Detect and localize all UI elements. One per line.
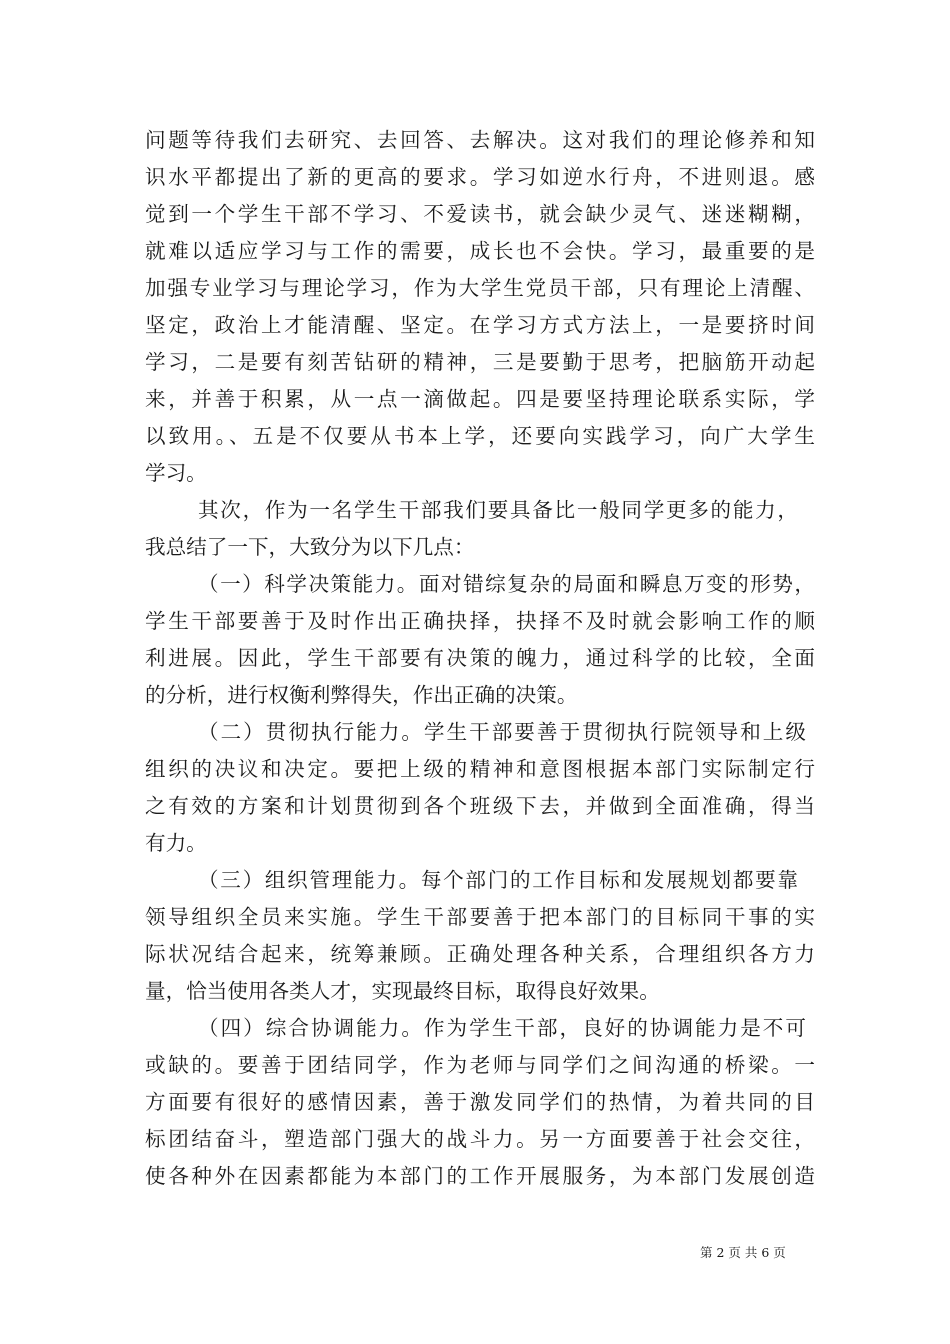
text-line: 觉到一个学生干部不学习、不爱读书，就会缺少灵气、迷迷糊糊， xyxy=(145,202,815,226)
text-line: 来，并善于积累，从一点一滴做起。四是要坚持理论联系实际，学 xyxy=(145,387,815,411)
paragraph-first-line: 其次，作为一名学生干部我们要具备比一般同学更多的能力， xyxy=(198,498,798,522)
text-line: 方面要有很好的感情因素，善于激发同学们的热情，为着共同的目 xyxy=(145,1090,815,1114)
text-line: 有力。 xyxy=(145,831,207,855)
text-line: 识水平都提出了新的更高的要求。学习如逆水行舟，不进则退。感 xyxy=(145,165,815,189)
text-line: 量，恰当使用各类人才，实现最终目标，取得良好效果。 xyxy=(145,979,660,1003)
paragraph-first-line: （二）贯彻执行能力。学生干部要善于贯彻执行院领导和上级 xyxy=(198,720,806,744)
text-line: 学生干部要善于及时作出正确抉择，抉择不及时就会影响工作的顺 xyxy=(145,609,815,633)
paragraph-first-line: （一）科学决策能力。面对错综复杂的局面和瞬息万变的形势， xyxy=(198,572,815,596)
text-line: 问题等待我们去研究、去回答、去解决。这对我们的理论修养和知 xyxy=(145,128,815,152)
text-line: 坚定，政治上才能清醒、坚定。在学习方式方法上，一是要挤时间 xyxy=(145,313,815,337)
text-line: 标团结奋斗，塑造部门强大的战斗力。另一方面要善于社会交往， xyxy=(145,1127,815,1151)
paragraph-first-line: （三）组织管理能力。每个部门的工作目标和发展规划都要靠 xyxy=(198,868,798,892)
text-line: 际状况结合起来，统筹兼顾。正确处理各种关系，合理组织各方力 xyxy=(145,942,815,966)
text-line: 加强专业学习与理论学习，作为大学生党员干部，只有理论上清醒、 xyxy=(145,276,815,300)
text-line: 学习。 xyxy=(145,461,207,485)
page-number: 第 2 页 共 6 页 xyxy=(700,1245,786,1260)
text-line: 以致用。、五是不仅要从书本上学，还要向实践学习，向广大学生 xyxy=(145,424,815,448)
text-line: 的分析，进行权衡利弊得失，作出正确的决策。 xyxy=(145,683,578,707)
text-line: 领导组织全员来实施。学生干部要善于把本部门的目标同干事的实 xyxy=(145,905,815,929)
text-line: 之有效的方案和计划贯彻到各个班级下去，并做到全面准确，得当 xyxy=(145,794,815,818)
text-line: 利进展。因此，学生干部要有决策的魄力，通过科学的比较，全面 xyxy=(145,646,815,670)
text-line: 就难以适应学习与工作的需要，成长也不会快。学习，最重要的是 xyxy=(145,239,815,263)
text-line: 组织的决议和决定。要把上级的精神和意图根据本部门实际制定行 xyxy=(145,757,815,781)
text-line: 使各种外在因素都能为本部门的工作开展服务，为本部门发展创造 xyxy=(145,1164,815,1188)
paragraph-first-line: （四）综合协调能力。作为学生干部，良好的协调能力是不可 xyxy=(198,1016,806,1040)
text-line: 学习，二是要有刻苦钻研的精神，三是要勤于思考，把脑筋开动起 xyxy=(145,350,815,374)
text-line: 我总结了一下，大致分为以下几点： xyxy=(145,535,475,559)
text-line: 或缺的。要善于团结同学，作为老师与同学们之间沟通的桥梁。一 xyxy=(145,1053,815,1077)
